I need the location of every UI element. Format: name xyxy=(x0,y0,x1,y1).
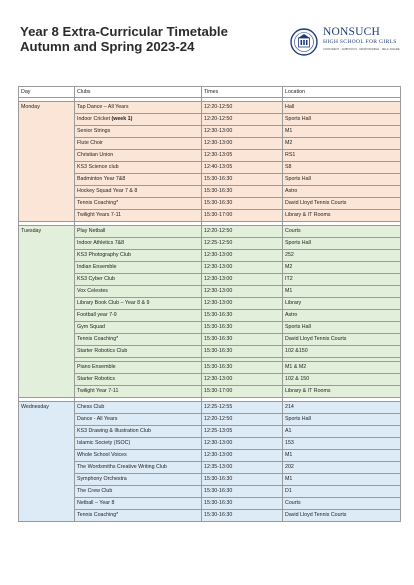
club-name: Indian Ensemble xyxy=(77,264,117,270)
location-cell: M1 xyxy=(283,126,401,138)
club-cell xyxy=(75,286,202,298)
table-row xyxy=(19,262,401,274)
location-cell: 202 xyxy=(283,462,401,474)
club-cell xyxy=(75,450,202,462)
location-cell: S8 xyxy=(283,162,401,174)
club-name: Play Netball xyxy=(77,228,106,234)
time-cell: 12:40-13:05 xyxy=(202,162,283,174)
club-cell xyxy=(75,138,202,150)
club-cell xyxy=(75,402,202,414)
time-cell: 15:30-16:30 xyxy=(202,322,283,334)
location-cell: Sports Hall xyxy=(283,114,401,126)
table-row xyxy=(19,334,401,346)
time-cell: 12:30-13:00 xyxy=(202,250,283,262)
location-cell: Sports Hall xyxy=(283,414,401,426)
club-name: Tennis Coaching* xyxy=(77,200,119,206)
table-row xyxy=(19,226,401,238)
location-cell: RS1 xyxy=(283,150,401,162)
table-row xyxy=(19,274,401,286)
location-cell: Sports Hall xyxy=(283,238,401,250)
club-name: Dance - All Years xyxy=(77,416,118,422)
club-cell xyxy=(75,374,202,386)
day-cell: Wednesday xyxy=(19,402,75,522)
club-cell xyxy=(75,186,202,198)
club-name: Tap Dance – All Years xyxy=(77,104,129,110)
table-row xyxy=(19,310,401,322)
time-cell: 12:30-13:00 xyxy=(202,298,283,310)
table-row xyxy=(19,486,401,498)
club-cell xyxy=(75,386,202,398)
location-cell: David Lloyd Tennis Courts xyxy=(283,510,401,522)
logo-name: NONSUCH xyxy=(323,26,380,38)
table-row xyxy=(19,386,401,398)
club-cell xyxy=(75,262,202,274)
table-row xyxy=(19,162,401,174)
location-cell: Sports Hall xyxy=(283,322,401,334)
table-row xyxy=(19,450,401,462)
time-cell: 15:30-16:30 xyxy=(202,174,283,186)
logo-tagline: CONFIDENT · AMBITIOUS · RESPONSIBLE · SELF-AWARE xyxy=(323,47,400,51)
location-cell: M1 xyxy=(283,450,401,462)
club-cell xyxy=(75,198,202,210)
location-cell: M2 xyxy=(283,262,401,274)
time-cell: 12:30-13:00 xyxy=(202,374,283,386)
club-name: Library Book Club – Year 8 & 9 xyxy=(77,300,150,306)
location-cell: David Lloyd Tennis Courts xyxy=(283,334,401,346)
location-cell: 102 &150 xyxy=(283,346,401,358)
time-cell: 15:30-16:30 xyxy=(202,486,283,498)
time-cell: 15:30-16:30 xyxy=(202,186,283,198)
time-cell: 15:30-16:30 xyxy=(202,474,283,486)
club-cell xyxy=(75,334,202,346)
table-row xyxy=(19,138,401,150)
club-name: KS3 Photography Club xyxy=(77,252,131,258)
club-name: Islamic Society (ISOC) xyxy=(77,440,131,446)
table-row xyxy=(19,198,401,210)
location-cell: IT2 xyxy=(283,274,401,286)
club-cell xyxy=(75,174,202,186)
club-cell xyxy=(75,238,202,250)
club-cell xyxy=(75,310,202,322)
club-cell xyxy=(75,226,202,238)
location-cell: M1 xyxy=(283,474,401,486)
timetable xyxy=(18,86,401,522)
table-row xyxy=(19,462,401,474)
header-clubs: Clubs xyxy=(75,87,202,98)
location-cell: Hall xyxy=(283,102,401,114)
club-name: Badminton Year 7&8 xyxy=(77,176,126,182)
time-cell: 12:20-12:50 xyxy=(202,226,283,238)
table-row xyxy=(19,174,401,186)
time-cell: 12:30-13:05 xyxy=(202,150,283,162)
location-cell: David Lloyd Tennis Courts xyxy=(283,198,401,210)
location-cell: M1 xyxy=(283,286,401,298)
club-cell xyxy=(75,210,202,222)
table-row xyxy=(19,150,401,162)
club-name: Starter Robotics xyxy=(77,376,115,382)
location-cell: A1 xyxy=(283,426,401,438)
club-cell xyxy=(75,250,202,262)
club-name: KS3 Cyber Club xyxy=(77,276,115,282)
time-cell: 12:20-12:50 xyxy=(202,114,283,126)
day-cell: Tuesday xyxy=(19,226,75,398)
club-name: Whole School Voices xyxy=(77,452,127,458)
table-row xyxy=(19,298,401,310)
time-cell: 15:30-16:30 xyxy=(202,310,283,322)
club-cell xyxy=(75,426,202,438)
time-cell: 12:30-13:00 xyxy=(202,438,283,450)
table-row xyxy=(19,186,401,198)
club-cell xyxy=(75,486,202,498)
location-cell: M2 xyxy=(283,138,401,150)
time-cell: 15:30-16:30 xyxy=(202,362,283,374)
time-cell: 12:30-13:00 xyxy=(202,286,283,298)
table-row xyxy=(19,250,401,262)
table-row xyxy=(19,402,401,414)
time-cell: 15:30-16:30 xyxy=(202,346,283,358)
location-cell: 252 xyxy=(283,250,401,262)
location-cell: Sports Hall xyxy=(283,174,401,186)
club-cell xyxy=(75,150,202,162)
time-cell: 15:30-16:30 xyxy=(202,510,283,522)
club-name: Christian Union xyxy=(77,152,114,158)
time-cell: 15:30-17:00 xyxy=(202,386,283,398)
club-cell xyxy=(75,474,202,486)
club-cell xyxy=(75,498,202,510)
club-cell xyxy=(75,438,202,450)
club-name: The Wordsmiths Creative Writing Club xyxy=(77,464,167,470)
header-day: Day xyxy=(19,87,75,98)
time-cell: 12:30-13:00 xyxy=(202,138,283,150)
club-cell xyxy=(75,298,202,310)
club-name: Football year 7-9 xyxy=(77,312,117,318)
location-cell: 102 & 150 xyxy=(283,374,401,386)
time-cell: 12:25-12:50 xyxy=(202,238,283,250)
club-cell xyxy=(75,462,202,474)
location-cell: Library xyxy=(283,298,401,310)
table-row xyxy=(19,126,401,138)
club-cell xyxy=(75,114,202,126)
club-cell xyxy=(75,362,202,374)
time-cell: 12:20-12:50 xyxy=(202,102,283,114)
club-name: Tennis Coaching* xyxy=(77,512,119,518)
table-row xyxy=(19,510,401,522)
time-cell: 12:30-13:00 xyxy=(202,450,283,462)
club-cell xyxy=(75,162,202,174)
table-row xyxy=(19,114,401,126)
table-row xyxy=(19,438,401,450)
table-row xyxy=(19,346,401,358)
club-name: The Crew Club xyxy=(77,488,113,494)
club-cell xyxy=(75,510,202,522)
timetable-header-row xyxy=(19,87,401,98)
club-name: Chess Club xyxy=(77,404,105,410)
day-cell: Monday xyxy=(19,102,75,222)
club-name: Vox Celestes xyxy=(77,288,108,294)
time-cell: 15:30-17:00 xyxy=(202,210,283,222)
logo-subtitle: HIGH SCHOOL FOR GIRLS xyxy=(323,39,397,45)
location-cell: 214 xyxy=(283,402,401,414)
table-row xyxy=(19,426,401,438)
table-row xyxy=(19,374,401,386)
club-name: Indoor Cricket xyxy=(77,116,110,122)
club-cell xyxy=(75,102,202,114)
club-name: Netball – Year 8 xyxy=(77,500,115,506)
table-row xyxy=(19,414,401,426)
club-name: KS3 Drawing & Illustration Club xyxy=(77,428,151,434)
club-name: Piano Ensemble xyxy=(77,364,116,370)
club-name: Senior Strings xyxy=(77,128,111,134)
table-row xyxy=(19,498,401,510)
header-location: Location xyxy=(283,87,401,98)
club-cell xyxy=(75,322,202,334)
table-row xyxy=(19,322,401,334)
location-cell: Library & IT Rooms xyxy=(283,386,401,398)
club-name: Indoor Athletics 7&8 xyxy=(77,240,125,246)
page-title xyxy=(20,24,228,54)
time-cell: 12:35-13:00 xyxy=(202,462,283,474)
header-times: Times xyxy=(202,87,283,98)
table-row xyxy=(19,474,401,486)
club-name: Flute Choir xyxy=(77,140,103,146)
location-cell: Library & IT Rooms xyxy=(283,210,401,222)
time-cell: 12:30-13:00 xyxy=(202,126,283,138)
table-row xyxy=(19,102,401,114)
club-name: Gym Squad xyxy=(77,324,105,330)
club-name: Tennis Coaching* xyxy=(77,336,119,342)
club-name: Hockey Squad Year 7 & 8 xyxy=(77,188,138,194)
club-cell xyxy=(75,346,202,358)
title-line-2: Autumn and Spring 2023-24 xyxy=(20,39,195,54)
club-name: KS3 Science club xyxy=(77,164,119,170)
location-cell: Courts xyxy=(283,226,401,238)
title-line-1: Year 8 Extra-Curricular Timetable xyxy=(20,24,228,39)
time-cell: 12:20-12:50 xyxy=(202,414,283,426)
club-cell xyxy=(75,414,202,426)
time-cell: 12:25-13:05 xyxy=(202,426,283,438)
table-row xyxy=(19,238,401,250)
club-name: Twilight Year 7-11 xyxy=(77,388,119,394)
table-row xyxy=(19,286,401,298)
location-cell: Astro xyxy=(283,310,401,322)
club-name: Starter Robotics Club xyxy=(77,348,128,354)
school-logo xyxy=(290,26,408,66)
location-cell: D1 xyxy=(283,486,401,498)
club-name: Twilight Years 7-11 xyxy=(77,212,122,218)
time-cell: 15:30-16:30 xyxy=(202,498,283,510)
club-cell xyxy=(75,126,202,138)
club-note: (week 1) xyxy=(111,116,133,122)
time-cell: 15:30-16:30 xyxy=(202,334,283,346)
school-crest-icon xyxy=(290,28,318,56)
location-cell: 153 xyxy=(283,438,401,450)
location-cell: Courts xyxy=(283,498,401,510)
time-cell: 12:30-13:00 xyxy=(202,262,283,274)
time-cell: 12:30-13:00 xyxy=(202,274,283,286)
club-name: Symphony Orchestra xyxy=(77,476,127,482)
location-cell: M1 & M2 xyxy=(283,362,401,374)
time-cell: 15:30-16:30 xyxy=(202,198,283,210)
time-cell: 12:25-12:55 xyxy=(202,402,283,414)
table-row xyxy=(19,210,401,222)
table-row xyxy=(19,362,401,374)
club-cell xyxy=(75,274,202,286)
location-cell: Astro xyxy=(283,186,401,198)
